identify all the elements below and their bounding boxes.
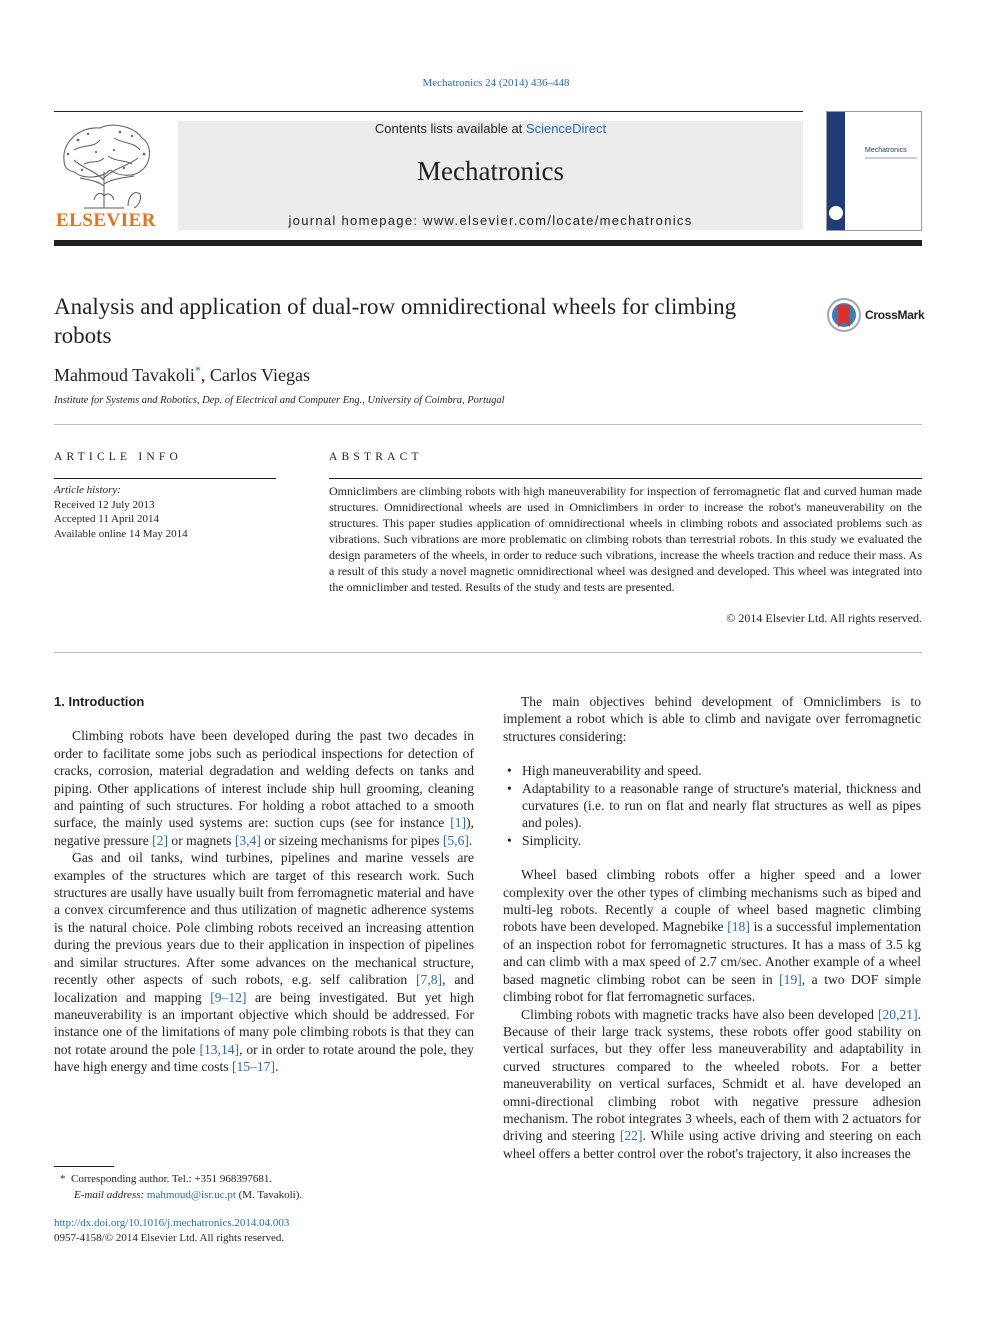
- body-right-column: [503, 693, 921, 1162]
- email-note: [60, 1187, 302, 1203]
- email-label: E-mail address:: [74, 1189, 147, 1201]
- crossmark-icon: [827, 297, 861, 333]
- elsevier-logo[interactable]: [54, 120, 158, 232]
- article-info-heading: ARTICLE INFO: [54, 451, 182, 463]
- citation-link[interactable]: [18]: [727, 919, 750, 935]
- abstract-heading: ABSTRACT: [329, 451, 423, 463]
- citation-link[interactable]: [13,14]: [199, 1041, 240, 1057]
- journal-citation[interactable]: Mechatronics 24 (2014) 436–448: [422, 77, 570, 89]
- corresponding-author-note: [60, 1171, 302, 1187]
- list-item: • Adaptability to a reasonable range of structure's material, thickness and curvatures (i.e. to run on flat and nearly flat structures as well as pipes and poles).: [503, 780, 921, 832]
- footnote-rule: [54, 1166, 114, 1167]
- footnote: [60, 1171, 302, 1203]
- body-paragraph: Wheel based climbing robots offer a higher speed and a lower complexity over the other types of climbing mechanisms such as biped and multi-leg robots. Recently a couple of wheel based magnetic climbing robots have been developed. Magnebike [18] is a successful implementation of an inspection robot for ferromagnetic structures. It has a mass of 3.5 kg and can climb with a max speed of 2.7 cm/sec. Another example of a wheel based magnetic climbing robot can be seen in [19], a two DOF simple climbing robot for flat ferromagnetic surfaces.: [503, 867, 921, 1005]
- doi-link[interactable]: http://dx.doi.org/10.1016/j.mechatronics.2014.04.003: [54, 1217, 290, 1229]
- abstract-text: Omniclimbers are climbing robots with high maneuverability for inspection of ferromagnetic flat and curved human made structures. Omnidirectional wheels are used in Omniclimbers in order to increase the robot's maneuverability on the structures. This paper studies application of omnidirectional wheels in climbing robots and associated problems such as vibrations. Such vibrations are more problematic on climbing robots than terrestrial robots. In this study we evaluated the design parameters of the wheels, in order to reduce such vibrations, increase the wheels traction and reduce their mass. As a result of this study a novel magnetic omnidirectional wheel was designed and developed. This wheel was integrated into the omniclimber and tested. Results of the study and tests are presented.: [329, 484, 922, 594]
- body-paragraph: Climbing robots with magnetic tracks have also been developed [20,21]. Because of their large track systems, these robots offer good stability on vertical surfaces, but they offer less maneuverability and adaptability in curved structures compared to the wheeled robots. For a better maneuverability on vertical surfaces, Schmidt et al. have developed an omni-directional climbing robot with negative pressure adhesion mechanism. The robot integrates 3 wheels, each of them with 2 actuators for driving and steering [22]. While using active driving and steering on each wheel offers a better control over the robot's trajectory, it also increases the: [503, 1006, 921, 1161]
- email-suffix: (M. Tavakoli).: [235, 1189, 303, 1201]
- header-rule: [54, 240, 922, 246]
- author-name[interactable]: Mahmoud Tavakoli: [54, 365, 195, 385]
- crossmark-badge[interactable]: [827, 297, 927, 333]
- affiliation: Institute for Systems and Robotics, Dep. of Electrical and Computer Eng., University of Coimbra, Portugal: [54, 395, 505, 406]
- contents-line: [178, 121, 803, 136]
- contents-prefix: Contents lists available at: [374, 121, 526, 136]
- citation-link[interactable]: [7,8]: [416, 972, 443, 988]
- elsevier-tree-icon: [54, 120, 158, 212]
- citation-link[interactable]: [20,21]: [877, 1006, 918, 1022]
- sciencedirect-link[interactable]: ScienceDirect: [525, 121, 607, 136]
- citation-link[interactable]: [22]: [619, 1128, 643, 1144]
- citation-link[interactable]: [15–17]: [231, 1059, 275, 1075]
- article-info-rule: [54, 478, 276, 479]
- objectives-list: [503, 762, 921, 849]
- paper-title: Analysis and application of dual-row omnidirectional wheels for climbing robots: [54, 294, 737, 348]
- citation-link[interactable]: [3,4]: [234, 832, 261, 848]
- journal-name: Mechatronics: [417, 156, 564, 186]
- body-left-column: [54, 693, 474, 1076]
- divider: [54, 652, 922, 653]
- article-history: [54, 483, 188, 541]
- section-heading: 1. Introduction: [54, 694, 145, 709]
- list-item: • High maneuverability and speed.: [503, 762, 921, 779]
- author-separator: ,: [200, 365, 210, 385]
- crossmark-label: CrossMark: [865, 308, 925, 322]
- footnote-mark: *: [60, 1173, 66, 1185]
- accepted-date: Accepted 11 April 2014: [54, 513, 159, 525]
- abstract-copyright: © 2014 Elsevier Ltd. All rights reserved.: [726, 611, 922, 625]
- doi-block: [54, 1216, 289, 1246]
- body-paragraph: Climbing robots have been developed during the past two decades in order to facilitate some jobs such as periodical inspections for detection of cracks, corrosion, material degradation and welding defects on tanks and piping. Other applications of interest include ship hull grooming, cleaning and painting of such structures. For holding a robot attached to a smooth surface, the mainly used systems are: suction cups (see for instance [1]), negative pressure [2] or magnets [3,4] or sizeing mechanisms for pipes [5,6].: [54, 728, 474, 848]
- citation-link[interactable]: [2]: [152, 832, 168, 848]
- author-name[interactable]: Carlos Viegas: [209, 365, 310, 385]
- citation-link[interactable]: [9–12]: [210, 989, 247, 1005]
- elsevier-wordmark: ELSEVIER: [55, 210, 157, 231]
- online-date: Available online 14 May 2014: [54, 527, 188, 540]
- author-list: [54, 363, 310, 386]
- history-label: Article history:: [54, 484, 121, 496]
- citation-link[interactable]: [5,6]: [442, 832, 469, 848]
- received-date: Received 12 July 2013: [54, 498, 155, 511]
- abstract-rule: [329, 478, 922, 479]
- email-link[interactable]: mahmoud@isr.uc.pt: [146, 1189, 236, 1201]
- cover-logo-icon: [829, 206, 843, 220]
- body-paragraph: The main objectives behind development of Omniclimbers is to implement a robot which is able to climb and navigate over ferromagnetic structures considering:: [503, 694, 921, 744]
- corresponding-author-text: Corresponding author. Tel.: +351 968397681.: [71, 1173, 273, 1185]
- corresponding-author-mark[interactable]: *: [194, 363, 201, 377]
- divider: [54, 424, 922, 425]
- journal-cover-thumbnail[interactable]: [826, 111, 922, 231]
- issn-copyright: 0957-4158/© 2014 Elsevier Ltd. All rights reserved.: [54, 1232, 285, 1244]
- header-top-line: [54, 111, 803, 112]
- cover-title: Mechatronics: [865, 147, 907, 154]
- list-item: • Simplicity.: [503, 832, 921, 849]
- citation-link[interactable]: [19]: [779, 971, 802, 987]
- body-paragraph: Gas and oil tanks, wind turbines, pipelines and marine vessels are examples of the structures which are target of this research work. Such structures are usally have usually built from ferromagnetic material and have a convex circumference and thus utilization of magnetic adherence systems is the natural choice. Pole climbing robots received an increasing attention during the previous years due to their application in inspection of pipelines and similar structures. After some advances on the mechanical structure, recently other aspects of such robots, e.g. self calibration [7,8], and localization and mapping [9–12] are being investigated. But yet high maneuverability is an important objective which should be addressed. For instance one of the limitations of many pole climbing robots is that they can not rotate around the pole [13,14], or in order to rotate around the pole, they have high energy and time costs [15–17].: [54, 850, 475, 1075]
- cover-subtitle-line: [865, 157, 917, 159]
- citation-link[interactable]: [1]: [450, 815, 467, 831]
- journal-homepage[interactable]: journal homepage: www.elsevier.com/locate/mechatronics: [288, 213, 693, 228]
